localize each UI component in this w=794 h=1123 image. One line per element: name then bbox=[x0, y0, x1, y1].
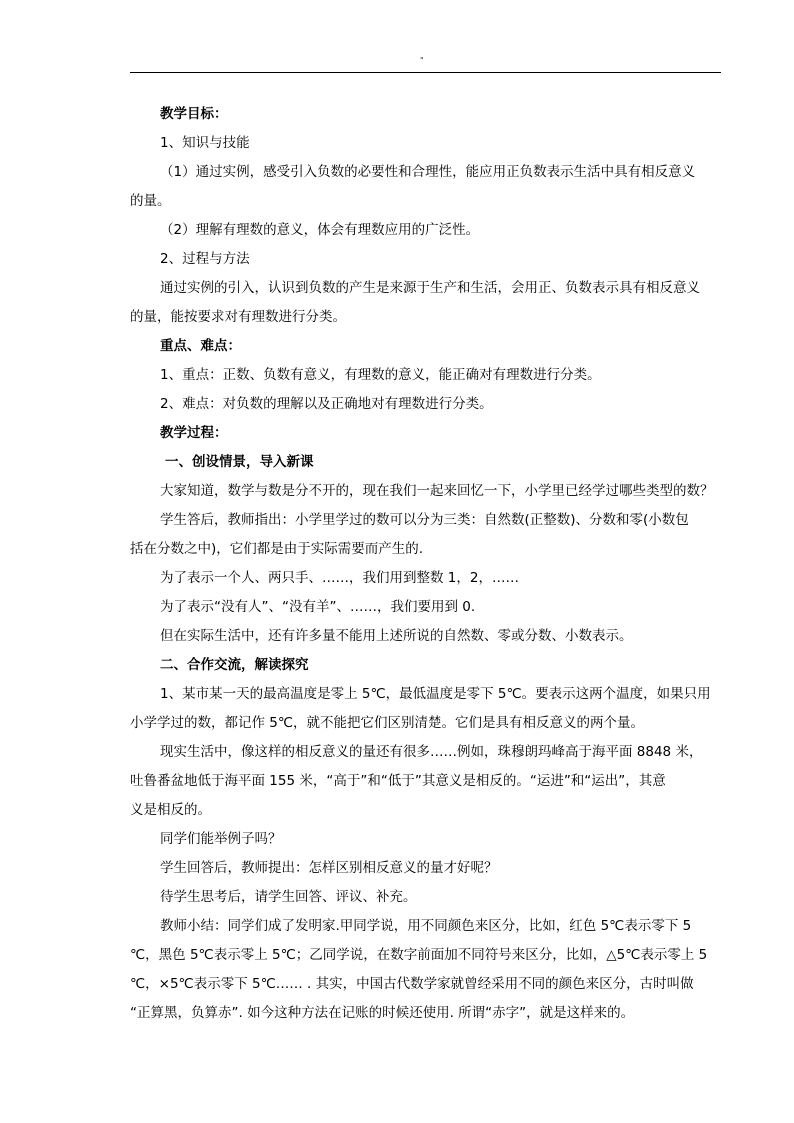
paragraph-line: 2、难点：对负数的理解以及正确地对有理数进行分类。 bbox=[160, 396, 493, 412]
paragraph-line: 的量，能按要求对有理数进行分类。 bbox=[130, 309, 346, 325]
paragraph-line: 学生答后，教师指出：小学里学过的数可以分为三类：自然数(正整数)、分数和零(小数包 bbox=[160, 512, 689, 528]
paragraph-line: 现实生活中，像这样的相反意义的量还有很多……例如，珠穆朗玛峰高于海平面 8848 米， bbox=[160, 744, 703, 760]
paragraph-line: 同学们能举例子吗？ bbox=[160, 831, 282, 847]
paragraph-line: 学生回答后，教师提出：怎样区别相反意义的量才好呢？ bbox=[160, 860, 498, 876]
header-rule bbox=[130, 72, 721, 73]
paragraph-line: 大家知道，数学与数是分不开的，现在我们一起来回忆一下，小学里已经学过哪些类型的数？ bbox=[160, 483, 714, 499]
paragraph-line: ℃，×5℃表示零下 5℃…… . 其实，中国古代数学家就曾经采用不同的颜色来区分，古时叫做 bbox=[130, 976, 694, 992]
paragraph-line: “正算黑，负算赤”. 如今这种方法在记账的时候还使用. 所谓“赤字”，就是这样来的。 bbox=[130, 1005, 635, 1021]
paragraph-line: 1、重点：正数、负数有意义，有理数的意义，能正确对有理数进行分类。 bbox=[160, 367, 601, 383]
paragraph-line: 为了表示一个人、两只手、……，我们用到整数 1，2，…… bbox=[160, 570, 519, 586]
section-heading: 重点、难点： bbox=[160, 338, 241, 354]
paragraph-line: 吐鲁番盆地低于海平面 155 米，“高于”和“低于”其意义是相反的。“运进”和“运出”，其意 bbox=[130, 773, 666, 789]
paragraph-line: 但在实际生活中，还有许多量不能用上述所说的自然数、零或分数、小数表示。 bbox=[160, 628, 633, 644]
paragraph-line: （1）通过实例，感受引入负数的必要性和合理性，能应用正负数表示生活中具有相反意义 bbox=[160, 164, 696, 180]
section-heading: 二、合作交流，解读探究 bbox=[160, 657, 309, 673]
document-body bbox=[130, 100, 730, 1028]
paragraph-line: 待学生思考后，请学生回答、评议、补充。 bbox=[160, 889, 417, 905]
section-heading: 一、创设情景，导入新课 bbox=[165, 454, 314, 470]
paragraph-line: 括在分数之中)，它们都是由于实际需要而产生的. bbox=[130, 541, 424, 557]
paragraph-line: （2）理解有理数的意义，体会有理数应用的广泛性。 bbox=[160, 222, 480, 238]
section-heading: 教学过程： bbox=[160, 425, 228, 441]
paragraph-line: 通过实例的引入，认识到负数的产生是来源于生产和生活，会用正、负数表示具有相反意义 bbox=[160, 280, 700, 296]
paragraph-line: 的量。 bbox=[130, 193, 171, 209]
paragraph-line: ℃，黑色 5℃表示零上 5℃；乙同学说，在数字前面加不同符号来区分，比如，△5℃表示零上 5 bbox=[130, 947, 708, 963]
paragraph-line: 教师小结：同学们成了发明家.甲同学说，用不同颜色来区分，比如，红色 5℃表示零下 5 bbox=[160, 918, 692, 934]
paragraph-line: 2、过程与方法 bbox=[160, 251, 250, 267]
paragraph-line: 为了表示“没有人”、“没有羊”、……，我们要用到 0. bbox=[160, 599, 476, 615]
section-heading: 教学目标： bbox=[160, 106, 228, 122]
paragraph-line: 1、某市某一天的最高温度是零上 5℃，最低温度是零下 5℃。要表示这两个温度，如果只用 bbox=[160, 686, 711, 702]
header-mark: " bbox=[420, 56, 424, 65]
paragraph-line: 义是相反的。 bbox=[130, 802, 211, 818]
paragraph-line: 小学学过的数，都记作 5℃，就不能把它们区别清楚。它们是具有相反意义的两个量。 bbox=[130, 715, 645, 731]
paragraph-line: 1、知识与技能 bbox=[160, 135, 250, 151]
